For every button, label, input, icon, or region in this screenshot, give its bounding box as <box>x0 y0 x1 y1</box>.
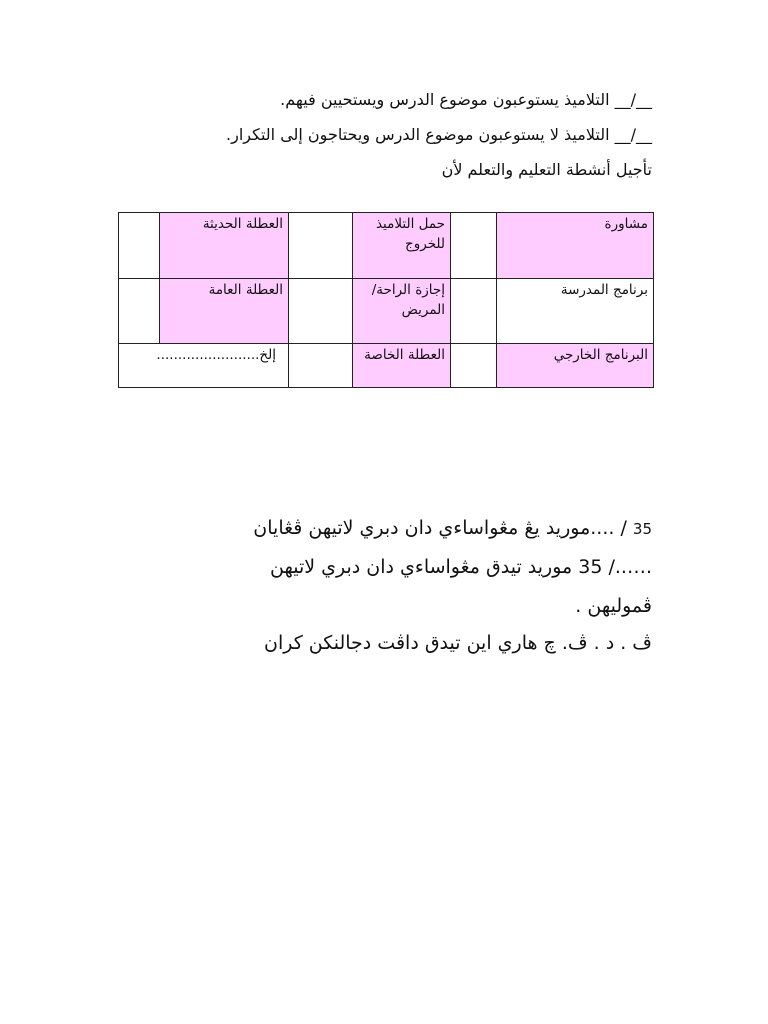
cell-special-holiday: العطلة الخاصة <box>353 344 451 388</box>
cell-take-students-out: حمل التلاميذ للخروج <box>353 213 451 279</box>
checkbox-cell-public-holiday[interactable] <box>119 279 160 344</box>
checkbox-cell-external-program[interactable] <box>451 344 497 388</box>
checkbox-cell-sick-leave[interactable] <box>289 279 353 344</box>
checkbox-cell-recent-holiday[interactable] <box>119 213 160 279</box>
jawi-line-4: ڤ . د . ڤ. چ هاري اين تيدق داڤت دجالنكن كران <box>263 632 652 654</box>
cell-etc: إلخ........................ <box>119 344 289 388</box>
jawi-line-3: ڤموليهن . <box>575 595 652 617</box>
cell-sick-leave: إجازة الراحة/المريض <box>353 279 451 344</box>
jawi-line-2: .…../ 35 موريد تيدق مڠواساءي دان دبري لاتيهن <box>270 556 652 578</box>
table-row <box>119 279 654 344</box>
checkbox-cell-take-students-out[interactable] <box>289 213 353 279</box>
checkbox-cell-consultation[interactable] <box>451 213 497 279</box>
jawi-line-1-text: / ....موريد يڠ مڠواساءي دان دبري لاتيهن ڤڠايان <box>253 517 627 539</box>
line-understand: __/__ التلاميذ يستوعبون موضوع الدرس ويستحيين فيهم. <box>280 90 652 109</box>
table-row <box>119 344 654 388</box>
table-row <box>119 213 654 279</box>
cell-school-program: برنامج المدرسة <box>497 279 654 344</box>
reason-table <box>118 212 654 388</box>
cell-recent-holiday: العطلة الحديثة <box>160 213 289 279</box>
line-not-understand: __/__ التلاميذ لا يستوعبون موضوع الدرس ويحتاجون إلى التكرار. <box>226 125 652 144</box>
checkbox-cell-school-program[interactable] <box>451 279 497 344</box>
cell-external-program: البرنامج الخارجي <box>497 344 654 388</box>
jawi-line-1 <box>253 517 652 539</box>
cell-consultation: مشاورة <box>497 213 654 279</box>
line-postpone: تأجيل أنشطة التعليم والتعلم لأن <box>441 160 652 179</box>
cell-public-holiday: العطلة العامة <box>160 279 289 344</box>
checkbox-cell-special-holiday[interactable] <box>289 344 353 388</box>
jawi-line-1-number: 35 <box>632 520 652 538</box>
